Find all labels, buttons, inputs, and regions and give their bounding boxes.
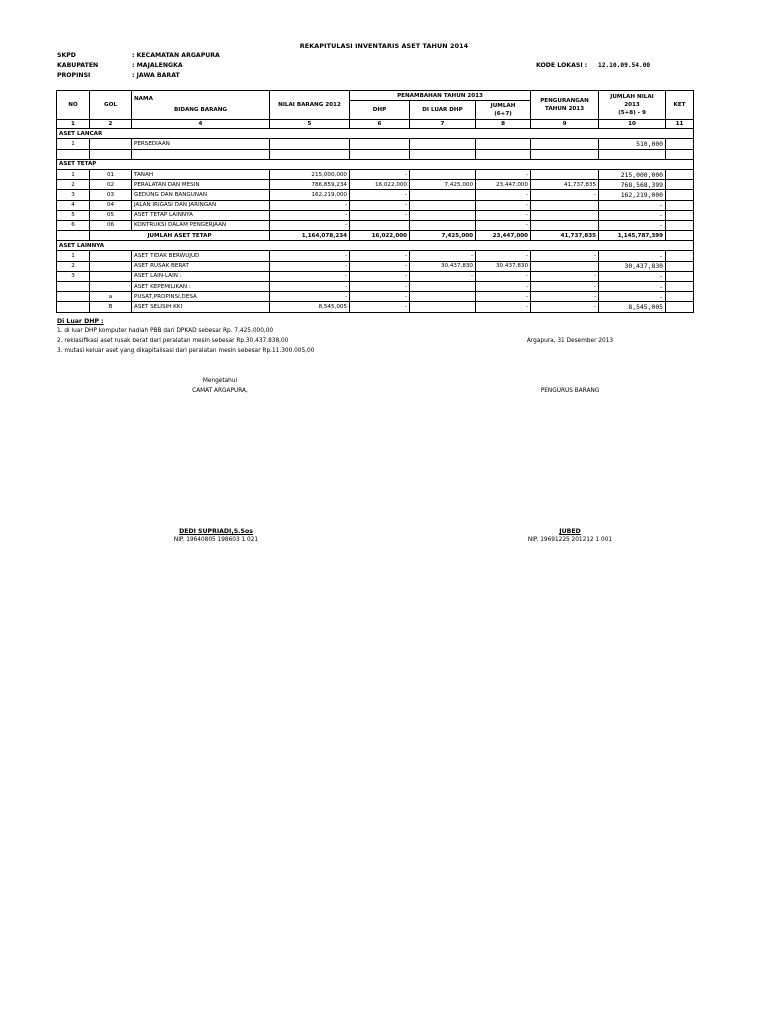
- row-luar: [410, 220, 476, 230]
- table-row: [57, 190, 694, 200]
- table-row: [57, 200, 694, 210]
- col-num: 6: [350, 120, 410, 129]
- header-ket: KET: [666, 91, 694, 120]
- col-num: 9: [531, 120, 599, 129]
- left-signer-nip: NIP. 19640805 198603 1 021: [173, 537, 259, 543]
- row-nama: PERSEDIAAN: [132, 139, 270, 149]
- header-bidang-barang: BIDANG BARANG: [173, 107, 228, 113]
- row-nilai: 786,859,234: [270, 180, 350, 190]
- row-nilai: -: [270, 261, 350, 271]
- propinsi-value: : JAWA BARAT: [132, 72, 180, 79]
- row-nilai: -: [270, 220, 350, 230]
- table-row: [57, 220, 694, 230]
- row-kurang: 41,737,835: [531, 180, 599, 190]
- row-dhp: [350, 139, 410, 149]
- row-jumlah: -: [476, 220, 531, 230]
- row-no: 2: [57, 261, 90, 271]
- total-luar: 7,425,000: [410, 231, 476, 241]
- row-nama: GEDUNG DAN BANGUNAN: [132, 190, 270, 200]
- row-ket: [666, 139, 694, 149]
- row-total: [599, 149, 666, 159]
- header-nama-label: NAMA: [134, 96, 153, 102]
- row-ket: [666, 282, 694, 292]
- row-nama: KONTRUKSI DALAM PENGERJAAN: [132, 220, 270, 230]
- header-jumlah-nilai: [599, 91, 666, 120]
- row-luar: [410, 139, 476, 149]
- row-nilai: -: [270, 210, 350, 220]
- row-total: 510,000: [599, 139, 666, 149]
- col-num: 2: [90, 120, 132, 129]
- total-jumlah-nilai: 1,145,787,399: [599, 231, 666, 241]
- skpd-value: : KECAMATAN ARGAPURA: [132, 52, 220, 59]
- total-row: [57, 231, 694, 241]
- row-no: [57, 292, 90, 302]
- header-pengurangan-line1: PENGURANGAN: [540, 98, 589, 105]
- left-signer-name: DEDI SUPRIADI,S.Sos: [179, 528, 253, 535]
- row-no: [57, 282, 90, 292]
- row-no: 3: [57, 271, 90, 281]
- row-jumlah: [476, 139, 531, 149]
- section-aset-lainnya: ASET LAINNYA: [57, 241, 694, 251]
- row-nilai: 215,000,000: [270, 169, 350, 179]
- header-pengurangan-line2: TAHUN 2013: [544, 106, 585, 113]
- row-kurang: [531, 210, 599, 220]
- row-nilai: [270, 139, 350, 149]
- row-no: 1: [57, 139, 90, 149]
- total-kurang: 41,737,835: [531, 231, 599, 241]
- section-aset-lancar: ASET LANCAR: [57, 129, 694, 139]
- row-total: -: [599, 210, 666, 220]
- col-num: 5: [270, 120, 350, 129]
- row-ket: [666, 200, 694, 210]
- row-gol: 02: [90, 180, 132, 190]
- header-jumlah-nilai-line1: JUMLAH NILAI: [610, 94, 654, 101]
- row-luar: [410, 282, 476, 292]
- row-no: 3: [57, 190, 90, 200]
- row-jumlah: -: [476, 271, 531, 281]
- row-nama: PERALATAN DAN MESIN: [132, 180, 270, 190]
- row-kurang: -: [531, 292, 599, 302]
- note-item: 3. mutasi keluar aset yang dikapitalisasi dari peralatan mesin sebesar Rp.11.300.005,00: [57, 348, 315, 354]
- table-row: [57, 149, 694, 159]
- table-row: [57, 261, 694, 271]
- row-kurang: [531, 200, 599, 210]
- row-nilai: -: [270, 292, 350, 302]
- row-luar: [410, 302, 476, 312]
- header-jumlah-nilai-line2: 2013: [624, 102, 640, 109]
- row-nilai: -: [270, 282, 350, 292]
- row-total: 215,000,000: [599, 169, 666, 179]
- row-dhp: -: [350, 200, 410, 210]
- col-num: 11: [666, 120, 694, 129]
- total-dhp: 16,022,000: [350, 231, 410, 241]
- header-dhp: DHP: [350, 101, 410, 120]
- tetap-rows: [57, 169, 694, 230]
- row-gol: 03: [90, 190, 132, 200]
- row-nama: [132, 149, 270, 159]
- row-dhp: -: [350, 210, 410, 220]
- propinsi-label: PROPINSI: [57, 72, 91, 79]
- document-title: REKAPITULASI INVENTARIS ASET TAHUN 2014: [299, 42, 469, 50]
- row-total: -: [599, 292, 666, 302]
- row-ket: [666, 149, 694, 159]
- row-total: -: [599, 271, 666, 281]
- table-row: [57, 251, 694, 261]
- skpd-label: SKPD: [57, 52, 76, 59]
- row-ket: [666, 169, 694, 179]
- header-jumlah: [476, 101, 531, 120]
- row-gol: [90, 149, 132, 159]
- row-nama: ASET SELISIH KKI: [132, 302, 270, 312]
- row-kurang: -: [531, 271, 599, 281]
- header-di-luar-dhp: DI LUAR DHP: [410, 101, 476, 120]
- row-total: 8,545,005: [599, 302, 666, 312]
- column-number-row: [57, 120, 694, 129]
- row-nilai: [270, 149, 350, 159]
- row-kurang: [531, 139, 599, 149]
- row-kurang: -: [531, 282, 599, 292]
- row-luar: [410, 169, 476, 179]
- kode-lokasi-label: KODE LOKASI :: [536, 62, 588, 69]
- header-no: NO: [57, 91, 90, 120]
- row-nilai: 162,219,000: [270, 190, 350, 200]
- row-luar: -: [410, 271, 476, 281]
- row-no: 6: [57, 220, 90, 230]
- col-num: 10: [599, 120, 666, 129]
- row-total: 30,437,830: [599, 261, 666, 271]
- place-date: Argapura, 31 Desember 2013: [526, 338, 614, 344]
- row-ket: [666, 292, 694, 302]
- row-gol: B: [90, 302, 132, 312]
- row-luar: [410, 149, 476, 159]
- row-no: 4: [57, 200, 90, 210]
- row-jumlah: -: [476, 200, 531, 210]
- row-luar: 30,437,830: [410, 261, 476, 271]
- row-dhp: [350, 220, 410, 230]
- row-ket: [666, 251, 694, 261]
- row-dhp: -: [350, 302, 410, 312]
- row-total: -: [599, 282, 666, 292]
- row-nama: ASET TIDAK BERWUJUD: [132, 251, 270, 261]
- notes-title: Di Luar DHP :: [57, 318, 104, 325]
- table-row: [57, 169, 694, 179]
- header-pengurangan: [531, 91, 599, 120]
- inventory-table: [56, 90, 694, 313]
- row-jumlah: [476, 149, 531, 159]
- row-kurang: [531, 261, 599, 271]
- row-dhp: -: [350, 251, 410, 261]
- row-gol: a: [90, 292, 132, 302]
- kode-lokasi-value: 12.10.09.54.00: [598, 62, 651, 69]
- row-gol: [90, 251, 132, 261]
- row-total: -: [599, 220, 666, 230]
- row-gol: 01: [90, 169, 132, 179]
- table-row: [57, 282, 694, 292]
- row-jumlah: -: [476, 282, 531, 292]
- row-ket: [666, 190, 694, 200]
- row-dhp: -: [350, 169, 410, 179]
- row-jumlah: 23,447,000: [476, 180, 531, 190]
- pengurus-title: PENGURUS BARANG: [540, 388, 600, 394]
- table-row: [57, 139, 694, 149]
- row-kurang: -: [531, 251, 599, 261]
- row-no: 1: [57, 251, 90, 261]
- total-jumlah: 23,447,000: [476, 231, 531, 241]
- col-num: 4: [132, 120, 270, 129]
- header-nilai-barang: NILAI BARANG 2012: [270, 91, 350, 120]
- row-ket: [666, 180, 694, 190]
- row-kurang: [531, 149, 599, 159]
- row-ket: [666, 271, 694, 281]
- table-row: [57, 271, 694, 281]
- row-nilai: -: [270, 251, 350, 261]
- row-gol: 04: [90, 200, 132, 210]
- right-signer-name: JUBED: [559, 528, 581, 535]
- mengetahui-text: Mengetahui: [202, 378, 238, 384]
- row-no: 5: [57, 210, 90, 220]
- total-label: JUMLAH ASET TETAP: [90, 231, 270, 241]
- row-dhp: -: [350, 292, 410, 302]
- row-ket: [666, 261, 694, 271]
- right-signer-nip: NIP. 19691225 201212 1 001: [527, 537, 613, 543]
- row-luar: [410, 190, 476, 200]
- row-nama: TANAH: [132, 169, 270, 179]
- row-no: [57, 149, 90, 159]
- row-dhp: -: [350, 190, 410, 200]
- row-nama: ASET TETAP LAINNYA: [132, 210, 270, 220]
- row-ket: [666, 220, 694, 230]
- row-gol: 05: [90, 210, 132, 220]
- note-item: 1. di luar DHP komputer hadiah PBB dari DPKAD sebesar Rp. 7.425.000,00: [57, 328, 274, 334]
- camat-title: CAMAT ARGAPURA,: [192, 388, 248, 394]
- note-item: 2. reklasifikasi aset rusak berat dari peralatan mesin sebesar Rp.30.437.838,00: [57, 338, 289, 344]
- row-total: -: [599, 200, 666, 210]
- kabupaten-value: : MAJALENGKA: [132, 62, 183, 69]
- row-nama: ASET RUSAK BERAT: [132, 261, 270, 271]
- row-luar: -: [410, 251, 476, 261]
- row-total: -: [599, 251, 666, 261]
- row-gol: 06: [90, 220, 132, 230]
- row-dhp: 16,022,000: [350, 180, 410, 190]
- total-nilai: 1,164,078,234: [270, 231, 350, 241]
- row-no: 1: [57, 169, 90, 179]
- row-nama: ASET LAIN-LAIN :: [132, 271, 270, 281]
- row-nama: JALAN IRIGASI DAN JARINGAN: [132, 200, 270, 210]
- row-kurang: [531, 169, 599, 179]
- row-jumlah: 30,437,830: [476, 261, 531, 271]
- row-dhp: -: [350, 261, 410, 271]
- row-total: 768,568,399: [599, 180, 666, 190]
- table-row: [57, 180, 694, 190]
- row-nilai: 8,545,005: [270, 302, 350, 312]
- lancar-rows: [57, 139, 694, 159]
- row-jumlah: -: [476, 292, 531, 302]
- row-gol: [90, 261, 132, 271]
- row-nama: PUSAT,PROPINSI,DESA: [132, 292, 270, 302]
- row-jumlah: -: [476, 190, 531, 200]
- header-jumlah-nilai-line3: (5+8) - 9: [618, 110, 646, 117]
- header-penambahan: PENAMBAHAN TAHUN 2013: [350, 91, 531, 101]
- table-row: [57, 210, 694, 220]
- row-jumlah: -: [476, 169, 531, 179]
- col-num: 8: [476, 120, 531, 129]
- row-total: 162,219,000: [599, 190, 666, 200]
- section-aset-tetap: ASET TETAP: [57, 159, 694, 169]
- row-ket: [666, 302, 694, 312]
- row-nilai: -: [270, 271, 350, 281]
- row-kurang: -: [531, 190, 599, 200]
- kabupaten-label: KABUPATEN: [57, 62, 99, 69]
- row-no: 2: [57, 180, 90, 190]
- row-dhp: [350, 149, 410, 159]
- row-nilai: -: [270, 200, 350, 210]
- row-luar: [410, 210, 476, 220]
- header-gol: GOL: [90, 91, 132, 120]
- row-no: [57, 302, 90, 312]
- row-luar: 7,425,000: [410, 180, 476, 190]
- row-luar: [410, 292, 476, 302]
- header-nama: [132, 91, 270, 120]
- row-dhp: -: [350, 282, 410, 292]
- row-jumlah: -: [476, 210, 531, 220]
- header-jumlah-line1: JUMLAH: [490, 103, 516, 110]
- col-num: 1: [57, 120, 90, 129]
- row-jumlah: -: [476, 251, 531, 261]
- row-gol: [90, 271, 132, 281]
- row-nama: ASET KEPEMILIKAN :: [132, 282, 270, 292]
- header-jumlah-line2: (6+7): [494, 111, 512, 118]
- row-jumlah: -: [476, 302, 531, 312]
- table-row: [57, 302, 694, 312]
- row-luar: [410, 200, 476, 210]
- col-num: 7: [410, 120, 476, 129]
- row-ket: [666, 210, 694, 220]
- row-dhp: -: [350, 271, 410, 281]
- table-row: [57, 292, 694, 302]
- row-kurang: [531, 220, 599, 230]
- lainnya-rows: [57, 251, 694, 312]
- row-gol: [90, 139, 132, 149]
- row-gol: [90, 282, 132, 292]
- row-kurang: -: [531, 302, 599, 312]
